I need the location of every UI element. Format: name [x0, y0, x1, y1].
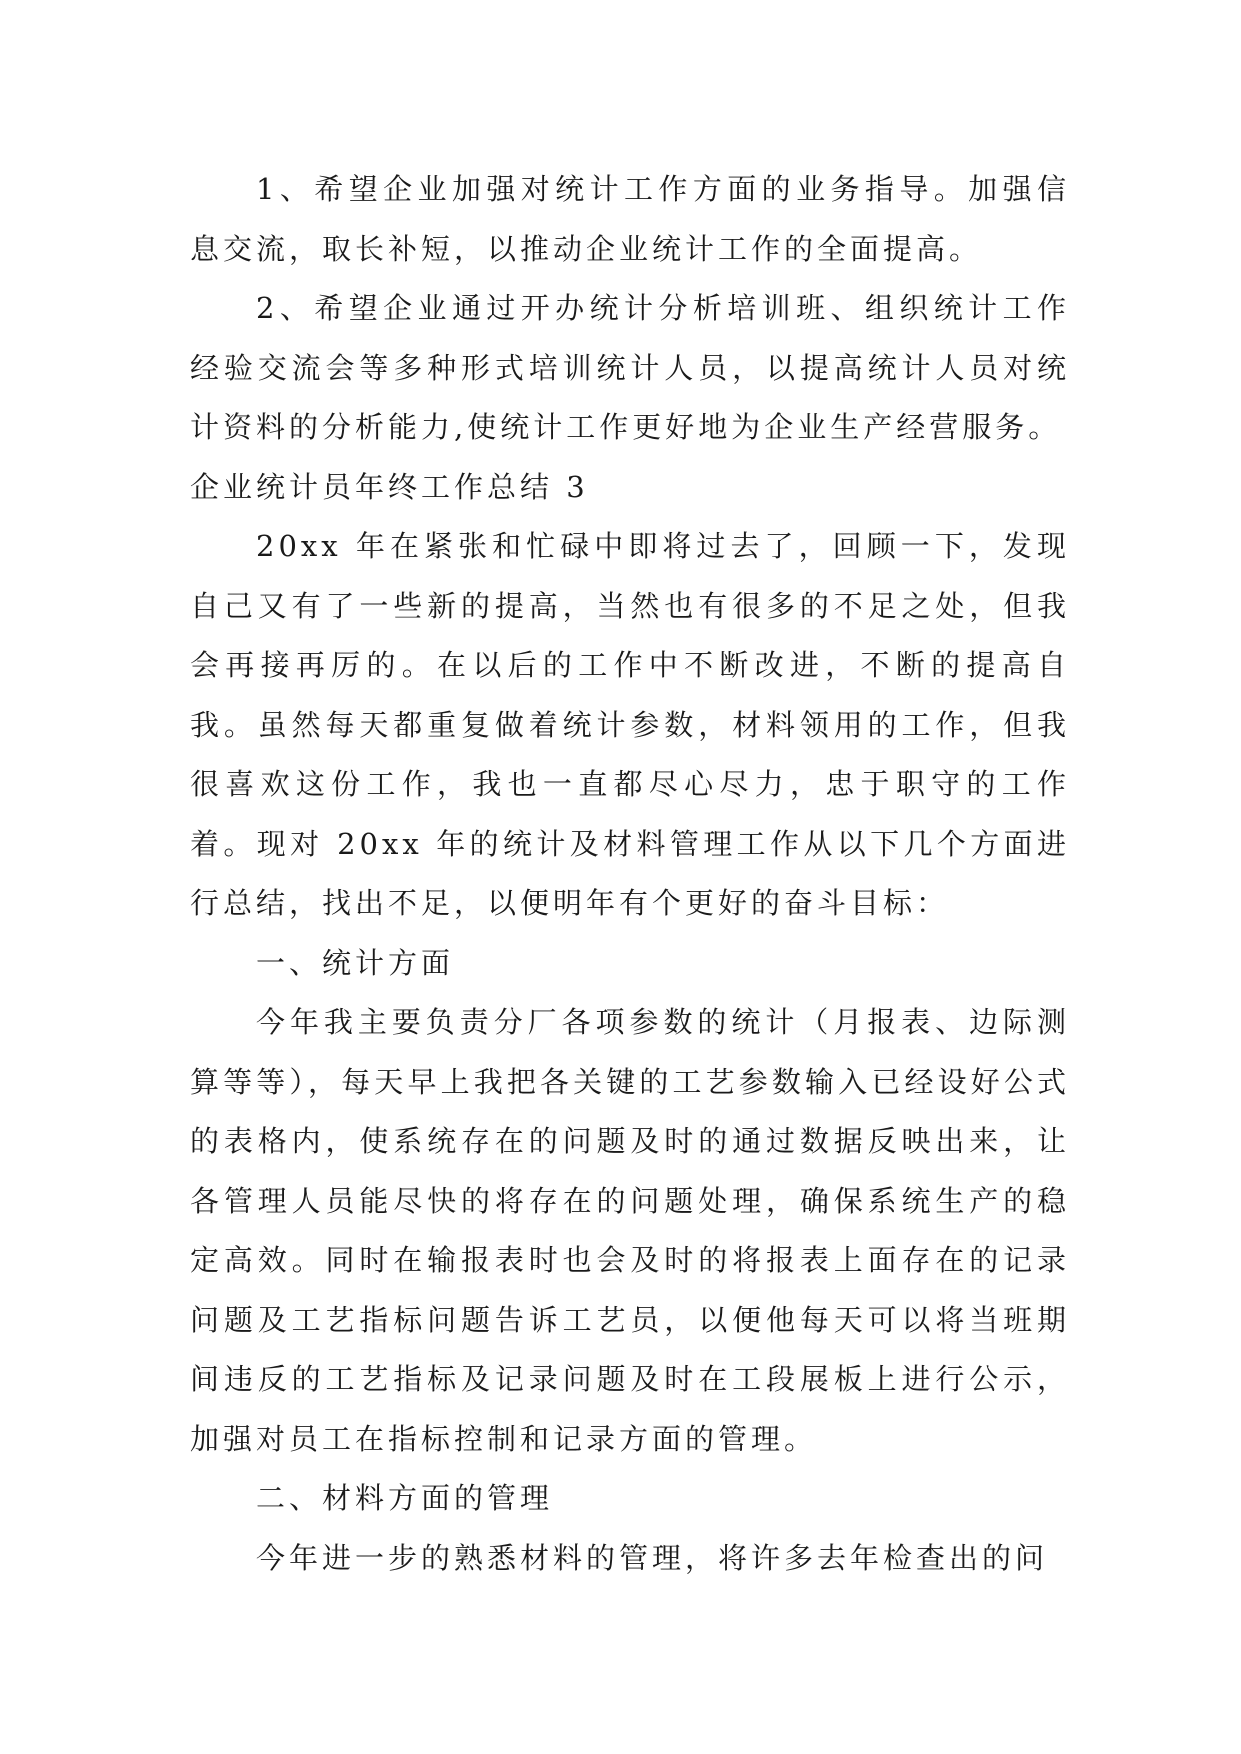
subheading-materials: 二、材料方面的管理: [256, 1481, 554, 1515]
paragraph-suggestion-1: 1、希望企业加强对统计工作方面的业务指导。加强信息交流，取长补短，以推动企业统计工作的全面提高。: [190, 172, 1070, 266]
paragraph-materials: 今年进一步的熟悉材料的管理，将许多去年检查出的问: [256, 1540, 1049, 1575]
document-page: [190, 160, 1070, 1588]
subheading-statistics: 一、统计方面: [256, 945, 455, 980]
paragraph-suggestion-2: 2、希望企业通过开办统计分析培训班、组织统计工作经验交流会等多种形式培训统计人员，以提高统计人员对统计资料的分析能力,使统计工作更好地为企业生产经营服务。: [190, 291, 1070, 444]
paragraph-statistics: 今年我主要负责分厂各项参数的统计（月报表、边际测算等等），每天早上我把各关键的工艺参数输入已经设好公式的表格内，使系统存在的问题及时的通过数据反映出来，让各管理人员能尽快的将存在的问题处理，确保系统生产的稳定高效。同时在输报表时也会及时的将报表上面存在的记录问题及工艺指标问题告诉工艺员，以便他每天可以将当班期间违反的工艺指标及记录问题及时在工段展板上进行公示，加强对员工在指标控制和记录方面的管理。: [190, 1005, 1070, 1456]
paragraph-intro: 20xx 年在紧张和忙碌中即将过去了，回顾一下，发现自己又有了一些新的提高，当然也有很多的不足之处，但我会再接再厉的。在以后的工作中不断改进，不断的提高自我。虽然每天都重复做着统计参数，材料领用的工作，但我很喜欢这份工作，我也一直都尽心尽力，忠于职守的工作着。现对 20xx 年的统计及材料管理工作从以下几个方面进行总结，找出不足，以便明年有个更好的奋斗目标：: [190, 529, 1070, 920]
section-title: 企业统计员年终工作总结 3: [190, 469, 589, 504]
